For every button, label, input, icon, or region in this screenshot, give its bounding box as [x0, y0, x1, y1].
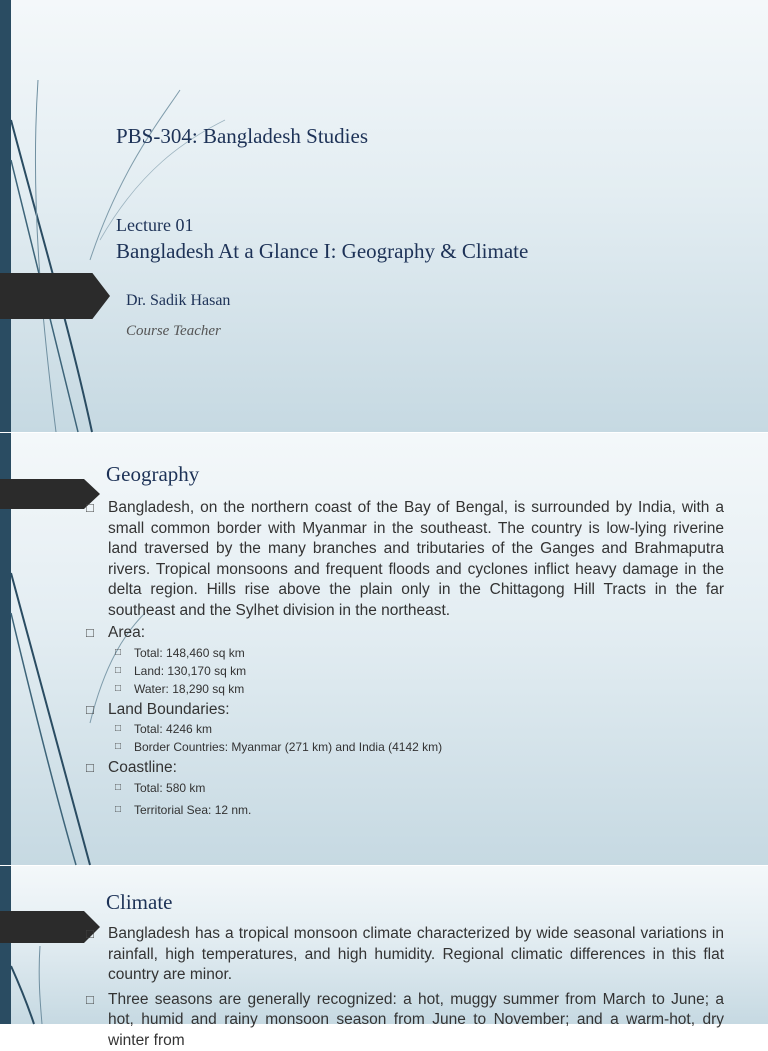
sub-bullet-marker: □	[115, 644, 121, 662]
geography-content	[86, 498, 724, 819]
slide-side-bar	[0, 0, 11, 432]
area-water: Water: 18,290 sq km	[134, 682, 244, 696]
bullet-marker: □	[86, 700, 94, 721]
bullet-area	[86, 623, 724, 644]
coastline-label: Coastline:	[108, 759, 177, 776]
boundary-total: Total: 4246 km	[134, 722, 212, 736]
territorial-sea: Territorial Sea: 12 nm.	[134, 803, 251, 817]
section-tab-marker	[0, 479, 100, 509]
climate-title: Climate	[106, 890, 173, 915]
sub-bullet-marker: □	[115, 662, 121, 680]
list-item	[86, 680, 724, 698]
bullet-marker: □	[86, 623, 94, 644]
sub-bullet-marker: □	[115, 738, 121, 756]
list-item	[86, 662, 724, 680]
area-land: Land: 130,170 sq km	[134, 664, 246, 678]
area-label: Area:	[108, 624, 145, 641]
geography-title: Geography	[106, 462, 199, 487]
sub-bullet-marker: □	[115, 779, 121, 797]
border-countries: Border Countries: Myanmar (271 km) and India (4142 km)	[134, 740, 442, 754]
bullet-climate-1	[86, 924, 724, 986]
lecture-number: Lecture 01	[116, 215, 193, 236]
climate-para-1: Bangladesh has a tropical monsoon climate characterized by wide seasonal variations in rainfall, high temperatures, and high humidity. Regional climatic differences in this flat country are minor.	[108, 924, 724, 986]
sub-bullet-marker: □	[115, 720, 121, 738]
bullet-marker: □	[86, 924, 94, 945]
list-item	[86, 801, 724, 819]
list-item	[86, 738, 724, 756]
climate-slide	[0, 866, 768, 1024]
title-slide	[0, 0, 768, 432]
teacher-name: Dr. Sadik Hasan	[126, 292, 230, 310]
slide-side-bar	[0, 866, 11, 1024]
geography-slide	[0, 433, 768, 865]
teacher-role: Course Teacher	[126, 323, 221, 340]
title-tab-marker	[0, 273, 110, 319]
bullet-marker: □	[86, 498, 94, 519]
sub-bullet-marker: □	[115, 680, 121, 698]
list-item	[86, 644, 724, 662]
bullet-coastline	[86, 758, 724, 779]
area-total: Total: 148,460 sq km	[134, 646, 245, 660]
course-title: PBS-304: Bangladesh Studies	[116, 124, 368, 149]
climate-content	[86, 924, 724, 1051]
sub-bullet-marker: □	[115, 801, 121, 819]
bullet-marker: □	[86, 990, 94, 1011]
list-item	[86, 779, 724, 797]
coastline-total: Total: 580 km	[134, 781, 205, 795]
land-boundaries-label: Land Boundaries:	[108, 701, 230, 718]
bullet-climate-2	[86, 990, 724, 1051]
bullet-land-boundaries	[86, 700, 724, 721]
climate-para-2: Three seasons are generally recognized: a hot, muggy summer from March to June; a hot, humid and rainy monsoon season from June to November; and a warm-hot, dry winter from	[108, 990, 724, 1051]
bullet-intro	[86, 498, 724, 621]
geography-intro-text: Bangladesh, on the northern coast of the Bay of Bengal, is surrounded by India, with a small common border with Myanmar in the southeast. The country is low-lying riverine land traversed by the many branches and tributaries of the Ganges and Brahmaputra rivers. Tropical monsoons and frequent floods and cyclones inflict heavy damage in the delta region. Hills rise above the plain only in the Chittagong Hill Tracts in the far southeast and the Sylhet division in the northeast.	[108, 498, 724, 621]
bullet-marker: □	[86, 758, 94, 779]
section-tab-marker	[0, 911, 100, 943]
list-item	[86, 720, 724, 738]
lecture-title: Bangladesh At a Glance I: Geography & Climate	[116, 239, 528, 264]
